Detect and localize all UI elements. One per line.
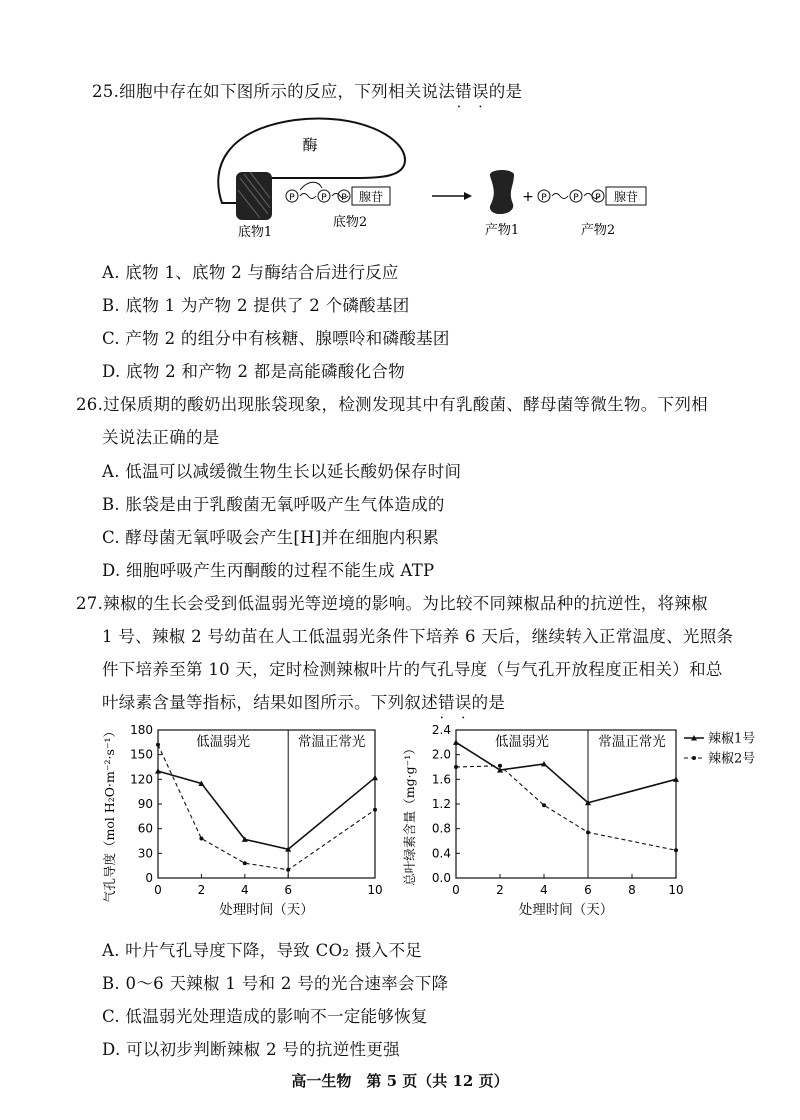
q27-option-c: C. 低温弱光处理造成的影响不一定能够恢复 <box>102 1007 428 1026</box>
q27-option-d: D. 可以初步判断辣椒 2 号的抗逆性更强 <box>102 1040 400 1059</box>
q27-stem-line1: 27.辣椒的生长会受到低温弱光等逆境的影响。为比较不同辣椒品种的抗逆性，将辣椒 <box>76 594 708 613</box>
x-tick-label: 6 <box>284 883 293 897</box>
q25-stem-text: 25.细胞中存在如下图所示的反应，下列相关说法 <box>92 82 456 101</box>
q26-option-c: C. 酵母菌无氧呼吸会产生[H]并在细胞内积累 <box>102 528 440 547</box>
x-tick-label: 6 <box>584 883 592 897</box>
x-tick-label: 10 <box>367 883 383 897</box>
q25-stem <box>92 78 522 102</box>
product1-label: 产物1 <box>484 223 520 238</box>
region-label-normal: 常温正常光 <box>297 734 366 750</box>
enzyme-label: 酶 <box>302 136 318 154</box>
y-tick-label: 1.2 <box>431 797 451 811</box>
q25-option-a: A. 底物 1、底物 2 与酶结合后进行反应 <box>102 263 399 282</box>
adenosine-label-2: 腺苷 <box>613 190 639 204</box>
q27-emphasis: 错误 • • <box>438 693 472 712</box>
data-point <box>155 768 161 774</box>
enzyme-reaction-diagram <box>200 108 670 248</box>
x-tick-label: 10 <box>668 883 684 897</box>
data-point <box>372 775 378 781</box>
phosphate-4-label: P <box>541 193 547 203</box>
region-label-normal: 常温正常光 <box>598 734 666 750</box>
data-point <box>586 830 590 834</box>
y-tick-label: 2.4 <box>431 723 451 737</box>
chlorophyll-chart <box>396 716 776 931</box>
q27-stem-line3: 件下培养至第 10 天，定时检测辣椒叶片的气孔导度（与气孔开放程度正相关）和总 <box>102 660 723 679</box>
x-axis-label: 处理时间（天） <box>518 902 614 918</box>
legend-label: 辣椒2号 <box>708 751 756 767</box>
x-tick-label: 2 <box>496 883 504 897</box>
y-tick-label: 2.0 <box>431 747 451 762</box>
region-label-low-temp: 低温弱光 <box>196 734 251 750</box>
y-axis-label: 总叶绿素含量（mg·g⁻¹） <box>402 742 417 886</box>
stomatal-conductance-chart <box>96 716 396 931</box>
data-point <box>373 808 377 812</box>
data-point <box>498 764 502 768</box>
legend-marker <box>692 756 696 760</box>
y-axis-label: 气孔导度（mol H₂O·m⁻²·s⁻¹） <box>102 725 117 903</box>
phosphate-6-label: P <box>595 193 601 203</box>
product2-label: 产物2 <box>580 223 616 238</box>
series-line-1 <box>456 742 676 802</box>
q26-option-d: D. 细胞呼吸产生丙酮酸的过程不能生成 ATP <box>102 561 435 580</box>
q25-option-d: D. 底物 2 和产物 2 都是高能磷酸化合物 <box>102 362 406 381</box>
x-tick-label: 0 <box>154 883 162 897</box>
x-tick-label: 2 <box>197 883 206 897</box>
q27-stem-line4-end: 的是 <box>471 693 506 712</box>
q25-option-c: C. 产物 2 的组分中有核糖、腺嘌呤和磷酸基团 <box>102 329 450 348</box>
data-point <box>454 765 458 769</box>
y-tick-label: 150 <box>130 747 153 762</box>
data-point <box>674 848 678 852</box>
product1-shape <box>490 170 514 214</box>
data-point <box>542 803 546 807</box>
q27-stem-line2: 1 号、辣椒 2 号幼苗在人工低温弱光条件下培养 6 天后，继续转入正常温度、光照条 <box>102 627 734 646</box>
x-tick-label: 4 <box>540 883 548 897</box>
q26-option-a: A. 低温可以减缓微生物生长以延长酸奶保存时间 <box>102 462 462 481</box>
series-line-2 <box>158 745 375 870</box>
data-point <box>453 739 459 745</box>
q27-option-a: A. 叶片气孔导度下降，导致 CO₂ 摄入不足 <box>102 941 423 960</box>
y-tick-label: 90 <box>137 797 153 811</box>
data-point <box>156 743 160 747</box>
q26-stem-line2: 关说法正确的是 <box>102 428 220 447</box>
q25-emphasis: 错误 • • <box>455 82 489 101</box>
x-axis-label: 处理时间（天） <box>219 902 314 918</box>
substrate2-label: 底物2 <box>332 215 368 230</box>
page-footer: 高一生物 第 5 页（共 12 页） <box>291 1072 509 1090</box>
y-tick-label: 0 <box>145 871 153 885</box>
x-tick-label: 0 <box>452 883 460 897</box>
data-point <box>199 837 203 841</box>
y-tick-label: 0.4 <box>431 846 451 861</box>
q26-option-b: B. 胀袋是由于乳酸菌无氧呼吸产生气体造成的 <box>102 495 445 514</box>
y-tick-label: 0.8 <box>431 821 451 836</box>
plot-frame <box>456 730 676 878</box>
y-tick-label: 60 <box>137 821 153 836</box>
data-point <box>286 868 290 872</box>
adenosine-label-1: 腺苷 <box>358 190 384 204</box>
x-tick-label: 4 <box>240 883 249 897</box>
y-tick-label: 30 <box>137 846 153 861</box>
y-tick-label: 180 <box>130 723 153 737</box>
legend-label: 辣椒1号 <box>708 731 756 747</box>
series-line-1 <box>158 771 375 849</box>
y-tick-label: 0.0 <box>431 871 451 885</box>
q27-stem-line4-text: 叶绿素含量等指标，结果如图所示。下列叙述 <box>102 693 438 712</box>
phosphate-1-label: P <box>289 193 295 203</box>
series-line-2 <box>456 766 676 850</box>
phosphate-3-label: P <box>341 193 347 203</box>
phosphate-5-label: P <box>573 193 579 203</box>
q25-option-b: B. 底物 1 为产物 2 提供了 2 个磷酸基团 <box>102 296 410 315</box>
q27-stem-line4 <box>102 689 505 713</box>
q25-stem-end: 的是 <box>488 82 523 101</box>
x-tick-label: 8 <box>628 883 636 897</box>
q26-stem-line1: 26.过保质期的酸奶出现胀袋现象，检测发现其中有乳酸菌、酵母菌等微生物。下列相 <box>76 395 708 414</box>
q27-option-b: B. 0～6 天辣椒 1 号和 2 号的光合速率会下降 <box>102 974 449 993</box>
substrate1-label: 底物1 <box>237 225 273 240</box>
phosphate-2-label: P <box>321 193 327 203</box>
data-point <box>243 861 247 865</box>
y-tick-label: 1.6 <box>431 772 451 787</box>
plus-sign: + <box>522 189 534 205</box>
region-label-low-temp: 低温弱光 <box>495 734 549 750</box>
y-tick-label: 120 <box>130 772 153 787</box>
